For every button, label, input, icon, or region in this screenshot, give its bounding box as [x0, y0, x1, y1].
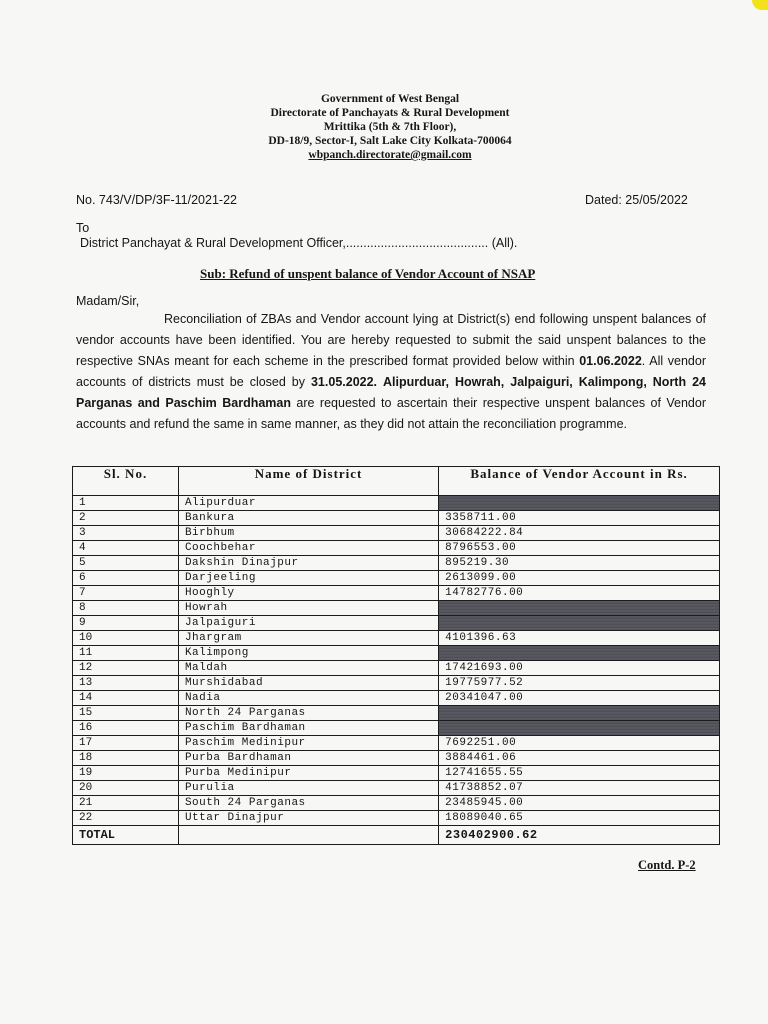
- row-sl-no: 19: [73, 766, 179, 781]
- memo-recipient: District Panchayat & Rural Development Officer,......................................... (All).: [80, 236, 518, 250]
- row-sl-no: 14: [73, 691, 179, 706]
- letterhead-government: Government of West Bengal: [320, 93, 460, 105]
- table-row: [73, 766, 720, 781]
- table-row: [73, 676, 720, 691]
- table-row: [73, 586, 720, 601]
- pending-districts: Alipurduar, Howrah, Jalpaiguri, Kalimpong, North 24 Parganas and Paschim Bardhaman: [76, 375, 706, 410]
- memo-number: No. 743/V/DP/3F-11/2021-22: [76, 193, 237, 207]
- row-balance: 23485945.00: [439, 796, 720, 811]
- row-balance: [439, 496, 720, 511]
- row-sl-no: 6: [73, 571, 179, 586]
- row-sl-no: 13: [73, 676, 179, 691]
- row-balance: 4101396.63: [439, 631, 720, 646]
- table-row: [73, 781, 720, 796]
- table-body: [73, 496, 720, 826]
- table-row: [73, 541, 720, 556]
- row-balance: 19775977.52: [439, 676, 720, 691]
- table-row: [73, 796, 720, 811]
- table-row: [73, 811, 720, 826]
- row-balance: 20341047.00: [439, 691, 720, 706]
- row-district-name: Maldah: [178, 661, 438, 676]
- row-sl-no: 9: [73, 616, 179, 631]
- row-sl-no: 20: [73, 781, 179, 796]
- row-balance: 3358711.00: [439, 511, 720, 526]
- total-amount: 230402900.62: [439, 826, 720, 845]
- header-district: Name of District: [178, 467, 438, 496]
- memo-subject: Sub: Refund of unspent balance of Vendor Account of NSAP: [200, 266, 536, 281]
- row-district-name: Bankura: [178, 511, 438, 526]
- row-district-name: Paschim Bardhaman: [178, 721, 438, 736]
- row-district-name: Howrah: [178, 601, 438, 616]
- row-balance: 14782776.00: [439, 586, 720, 601]
- memo-body: [76, 309, 706, 435]
- vendor-balance-table: [72, 466, 720, 845]
- row-district-name: Jalpaiguri: [178, 616, 438, 631]
- row-sl-no: 11: [73, 646, 179, 661]
- row-district-name: Paschim Medinipur: [178, 736, 438, 751]
- letterhead-email: wbpanch.directorate@gmail.com: [308, 149, 472, 161]
- table-row: [73, 646, 720, 661]
- row-balance: 12741655.55: [439, 766, 720, 781]
- row-sl-no: 2: [73, 511, 179, 526]
- row-district-name: Purba Medinipur: [178, 766, 438, 781]
- row-district-name: Jhargram: [178, 631, 438, 646]
- row-balance: 895219.30: [439, 556, 720, 571]
- table-row: [73, 511, 720, 526]
- row-sl-no: 15: [73, 706, 179, 721]
- table-total-row: [73, 826, 720, 845]
- memo-date: Dated: 25/05/2022: [585, 193, 688, 207]
- row-sl-no: 7: [73, 586, 179, 601]
- deadline-close: 31.05.2022.: [310, 375, 378, 389]
- row-sl-no: 18: [73, 751, 179, 766]
- row-balance: [439, 706, 720, 721]
- memo-salutation: Madam/Sir,: [76, 294, 140, 308]
- row-district-name: Dakshin Dinajpur: [178, 556, 438, 571]
- body-part-1: Reconciliation of ZBAs and Vendor account lying at District(s) end following unspent balances of vendor accounts have been identified. You are hereby requested to submit the said unspent balances to the respective SNAs meant for each scheme in the prescribed format provided below within: [76, 312, 706, 368]
- body-part-4: are requested to ascertain their respective unspent balances of Vendor accounts and refund the same in same manner, as they did not attain the reconciliation programme.: [76, 396, 707, 431]
- row-balance: 3884461.06: [439, 751, 720, 766]
- row-balance: 18089040.65: [439, 811, 720, 826]
- row-district-name: Darjeeling: [178, 571, 438, 586]
- total-label: TOTAL: [73, 826, 179, 845]
- deadline-submit: 01.06.2022: [579, 354, 642, 368]
- row-district-name: Purba Bardhaman: [178, 751, 438, 766]
- table-row: [73, 616, 720, 631]
- table-row: [73, 721, 720, 736]
- row-balance: 7692251.00: [439, 736, 720, 751]
- row-sl-no: 3: [73, 526, 179, 541]
- row-sl-no: 22: [73, 811, 179, 826]
- row-district-name: Coochbehar: [178, 541, 438, 556]
- table-header-row: [73, 467, 720, 496]
- table-row: [73, 706, 720, 721]
- header-balance: Balance of Vendor Account in Rs.: [439, 467, 720, 496]
- table-row: [73, 571, 720, 586]
- row-district-name: Alipurduar: [178, 496, 438, 511]
- table-row: [73, 601, 720, 616]
- header-sl-no: Sl. No.: [73, 467, 179, 496]
- row-district-name: Hooghly: [178, 586, 438, 601]
- letterhead-directorate: Directorate of Panchayats & Rural Development: [270, 107, 510, 119]
- table-row: [73, 751, 720, 766]
- row-sl-no: 8: [73, 601, 179, 616]
- row-balance: 2613099.00: [439, 571, 720, 586]
- row-balance: 17421693.00: [439, 661, 720, 676]
- table-row: [73, 691, 720, 706]
- body-part-2: . All vendor accounts of districts must be closed by: [76, 354, 707, 389]
- row-sl-no: 10: [73, 631, 179, 646]
- row-sl-no: 1: [73, 496, 179, 511]
- scan-corner-mark: [752, 0, 768, 10]
- total-blank: [178, 826, 438, 845]
- table-row: [73, 631, 720, 646]
- row-balance: [439, 616, 720, 631]
- row-sl-no: 12: [73, 661, 179, 676]
- row-sl-no: 4: [73, 541, 179, 556]
- row-balance: [439, 646, 720, 661]
- table-row: [73, 496, 720, 511]
- row-district-name: Uttar Dinajpur: [178, 811, 438, 826]
- table-row: [73, 556, 720, 571]
- continued-marker: Contd. P-2: [638, 858, 696, 872]
- row-balance: [439, 721, 720, 736]
- row-district-name: Purulia: [178, 781, 438, 796]
- row-sl-no: 5: [73, 556, 179, 571]
- memo-to: To: [76, 221, 90, 235]
- row-district-name: Murshidabad: [178, 676, 438, 691]
- letterhead-building: Mrittika (5th & 7th Floor),: [323, 121, 457, 133]
- row-sl-no: 21: [73, 796, 179, 811]
- row-district-name: Nadia: [178, 691, 438, 706]
- row-balance: 30684222.84: [439, 526, 720, 541]
- row-district-name: North 24 Parganas: [178, 706, 438, 721]
- table-row: [73, 661, 720, 676]
- row-balance: [439, 601, 720, 616]
- letterhead: [180, 92, 600, 162]
- row-district-name: Kalimpong: [178, 646, 438, 661]
- row-sl-no: 17: [73, 736, 179, 751]
- table-row: [73, 526, 720, 541]
- letterhead-address: DD-18/9, Sector-I, Salt Lake City Kolkata-700064: [268, 135, 512, 147]
- row-sl-no: 16: [73, 721, 179, 736]
- table-row: [73, 736, 720, 751]
- row-district-name: Birbhum: [178, 526, 438, 541]
- row-balance: 8796553.00: [439, 541, 720, 556]
- row-district-name: South 24 Parganas: [178, 796, 438, 811]
- row-balance: 41738852.07: [439, 781, 720, 796]
